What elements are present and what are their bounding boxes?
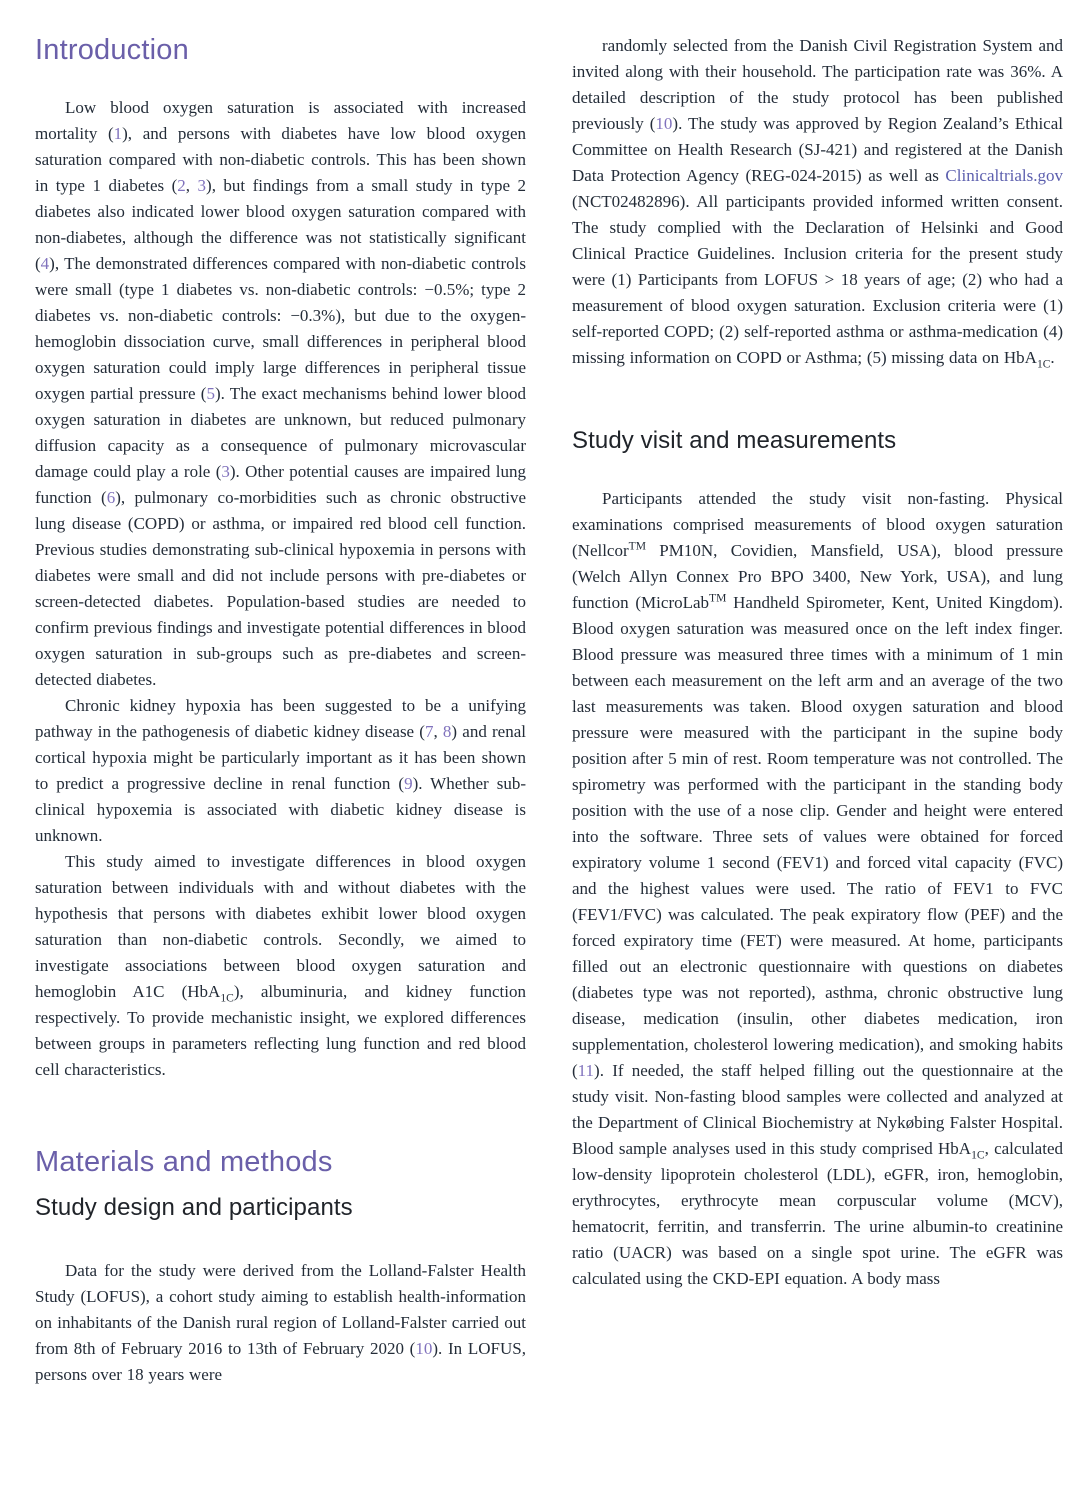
citation-ref[interactable]: 3: [197, 176, 207, 195]
citation-ref[interactable]: 3: [221, 462, 230, 481]
intro-paragraph-3: This study aimed to investigate differences in blood oxygen saturation between individuals with and without diabetes with the hypothesis that persons with diabetes exhibit lower blood oxygen saturation than non-diabetic controls. Secondly, we aimed to investigate associations between blood oxygen saturation and hemoglobin A1C (HbA$_{1C}$), albuminuria, and kidney function respectively. To provide mechanistic insight, we explored differences between groups in parameters reflecting lung function and red blood cell characteristics.: [35, 852, 527, 1079]
citation-ref[interactable]: 10: [415, 1339, 433, 1358]
superscript-text: TM: [709, 591, 727, 605]
citation-ref[interactable]: 11: [577, 1061, 595, 1080]
citation-ref[interactable]: 2: [177, 176, 186, 195]
subscript-text: 1C: [220, 991, 234, 1005]
study-visit-paragraph: Participants attended the study visit non-fasting. Physical examinations comprised measurements of blood oxygen saturation (Nellcor™ PM10N, Covidien, Mansfield, USA), blood pressure (Welch Allyn Connex Pro BPO 3400, New York, USA), and lung function (MicroLab™ Handheld Spirometer, Kent, United Kingdom). Blood oxygen saturation was measured once on the left index finger. Blood pressure was measured three times with a minimum of 1 min between each measurement on the left arm and an average of the two last measurements was taken. Blood oxygen saturation and blood pressure were measured with the participant in the supine body position after 5 min of rest. Room temperature was not controlled. The spirometry was performed with the participant in the standing body position with the use of a nose clip. Gender and height were entered into the software. Three sets of values were obtained for forced expiratory volume 1 second (FEV1) and forced vital capacity (FVC) and the highest values were used. The ratio of FEV1 to FVC (FEV1/FVC) was calculated. The peak expiratory flow (PEF) and the forced expiratory time (FET) were measured. At home, participants filled out an electronic questionnaire with questions on diabetes (diabetes type was not reported), asthma, chronic obstructive lung disease, medication (insulin, other diabetes medication, iron supplementation, cholesterol lowering medication), and smoking habits (11). If needed, the staff helped filling out the questionnaire at the study visit. Non-fasting blood samples were collected and analyzed at the Department of Clinical Biochemistry at Nykøbing Falster Hospital. Blood sample analyses used in this study comprised HbA$_{1C}$, calculated low-density lipoprotein cholesterol (LDL), eGFR, iron, hemoglobin, erythrocytes, erythrocyte mean corpuscular volume (MCV), hematocrit, ferritin, and transferrin. The urine albumin-to creatinine ratio (UACR) was based on a single spot urine. The eGFR was calculated using the CKD-EPI equation. A body mass: [572, 489, 1063, 1288]
citation-ref[interactable]: 1: [113, 124, 123, 143]
citation-ref[interactable]: 8: [442, 722, 452, 741]
subheading-study-visit-and-measurements: Study visit and measurements: [572, 427, 897, 454]
citation-ref[interactable]: 10: [655, 114, 673, 133]
section-heading-materials-and-methods: Materials and methods: [35, 1146, 333, 1178]
subheading-study-design-and-participants: Study design and participants: [35, 1194, 353, 1221]
intro-paragraph-1: Low blood oxygen saturation is associated with increased mortality (1), and persons with diabetes have low blood oxygen saturation compared with non-diabetic controls. This has been shown in type 1 diabetes (2, 3), but findings from a small study in type 2 diabetes also indicated lower blood oxygen saturation compared with non-diabetes, although the difference was not statistically significant (4), The demonstrated differences compared with non-diabetic controls were small (type 1 diabetes vs. non-diabetic controls: −0.5%; type 2 diabetes vs. non-diabetic controls: −0.3%), but due to the oxygen-hemoglobin dissociation curve, small differences in peripheral blood oxygen saturation could imply large differences in peripheral tissue oxygen partial pressure (5). The exact mechanisms behind lower blood oxygen saturation in diabetes are unknown, but reduced pulmonary diffusion capacity as a consequence of pulmonary microvascular damage could play a role (3). Other potential causes are impaired lung function (6), pulmonary co-morbidities such as chronic obstructive lung disease (COPD) or asthma, or impaired red blood cell function. Previous studies demonstrating sub-clinical hypoxemia in persons with diabetes were small and did not include persons with pre-diabetes or screen-detected diabetes. Population-based studies are needed to confirm previous findings and investigate potential differences in blood oxygen saturation in sub-groups such as pre-diabetes and screen-detected diabetes.: [35, 98, 526, 689]
subscript-text: 1C: [1036, 357, 1051, 371]
subscript-text: 1C: [971, 1148, 985, 1162]
methods-paragraph-1-continued: randomly selected from the Danish Civil Registration System and invited along with their household. The participation rate was 36%. A detailed description of the study protocol has been published previously (10). The study was approved by Region Zealand’s Ethical Committee on Health Research (SJ-421) and registered at the Danish Data Protection Agency (REG-024-2015) as well as Clinicaltrials.gov (NCT02482896). All participants provided informed written consent. The study complied with the Declaration of Helsinki and Good Clinical Practice Guidelines. Inclusion criteria for the present study were (1) Participants from LOFUS > 18 years of age; (2) who had a measurement of blood oxygen saturation. Exclusion criteria were (1) self-reported COPD; (2) self-reported asthma or asthma-medication (4) missing information on COPD or Asthma; (5) missing data on HbA$_{1C}$.: [572, 36, 1063, 371]
citation-ref[interactable]: 7: [424, 722, 434, 741]
citation-ref[interactable]: 9: [404, 774, 413, 793]
right-column: [572, 33, 1063, 1388]
clinicaltrials-link[interactable]: Clinicaltrials.gov: [945, 166, 1063, 185]
citation-ref[interactable]: 5: [206, 384, 215, 403]
citation-ref[interactable]: 4: [40, 254, 50, 273]
intro-paragraph-2: Chronic kidney hypoxia has been suggested to be a unifying pathway in the pathogenesis of diabetic kidney disease (7, 8) and renal cortical hypoxia might be particularly important as it has been shown to predict a progressive decline in renal function (9). Whether sub-clinical hypoxemia is associated with diabetic kidney disease is unknown.: [35, 696, 526, 845]
left-column: [35, 33, 526, 1388]
superscript-text: TM: [628, 539, 646, 553]
citation-ref[interactable]: 6: [106, 488, 116, 507]
section-heading-introduction: Introduction: [35, 34, 189, 66]
methods-paragraph-1: Data for the study were derived from the Lolland-Falster Health Study (LOFUS), a cohort study aiming to establish health-information on inhabitants of the Danish rural region of Lolland-Falster carried out from 8th of February 2016 to 13th of February 2020 (10). In LOFUS, persons over 18 years were: [35, 1261, 526, 1384]
